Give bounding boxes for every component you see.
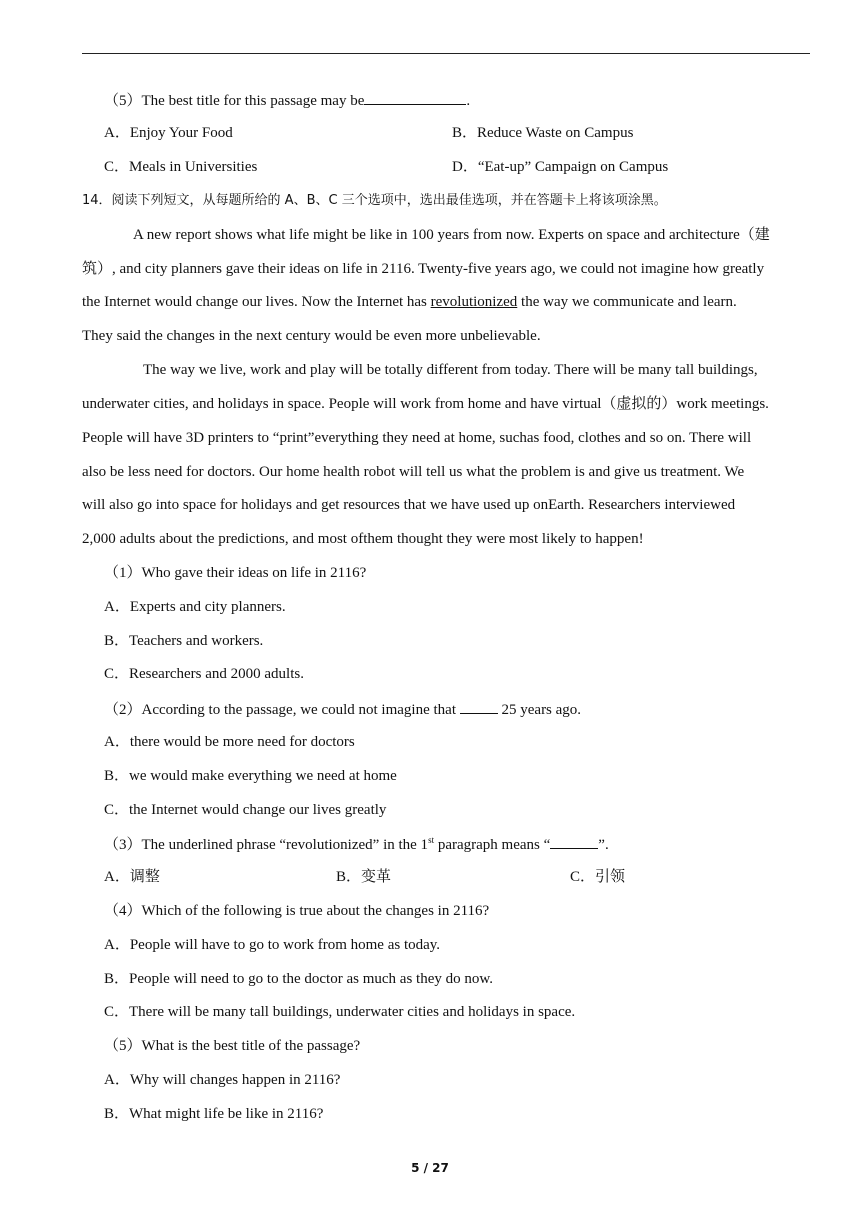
passage-p1-line2: 筑）, and city planners gave their ideas on life in 2116. Twenty-five years ago, we could not imagine how greatly [82, 261, 765, 277]
page-number: 5 / 27 [411, 1161, 449, 1175]
q4-stem: （4）Which of the following is true about the changes in 2116? [104, 903, 490, 919]
header-rule [82, 53, 810, 54]
passage-p1-line4: They said the changes in the next century would be even more unbelievable. [82, 328, 541, 344]
answer-blank [460, 698, 498, 714]
answer-blank [364, 89, 466, 105]
prev-q5-option-b: B．Reduce Waste on Campus [452, 125, 634, 141]
q4-option-b: B．People will need to go to the doctor as much as they do now. [104, 971, 493, 987]
q2-option-c: C．the Internet would change our lives greatly [104, 802, 387, 818]
q2-option-a: A．there would be more need for doctors [104, 734, 355, 750]
answer-blank [550, 833, 598, 849]
q3-option-c: C．引领 [570, 869, 626, 885]
q4-option-c: C．There will be many tall buildings, underwater cities and holidays in space. [104, 1004, 576, 1020]
passage-p1-line1: A new report shows what life might be like in 100 years from now. Experts on space and architecture（建 [133, 227, 770, 243]
q2-option-b: B．we would make everything we need at home [104, 768, 397, 784]
passage-p2-line6: 2,000 adults about the predictions, and most ofthem thought they were most likely to happen! [82, 531, 644, 547]
q4-option-a: A．People will have to go to work from home as today. [104, 937, 441, 953]
q1-option-a: A．Experts and city planners. [104, 599, 286, 615]
q3-option-b: B．变革 [336, 869, 392, 885]
q5-stem: （5）What is the best title of the passage? [104, 1038, 361, 1054]
passage-p2-line4: also be less need for doctors. Our home health robot will tell us what the problem is and give us treatment. We [82, 464, 745, 480]
prev-q5-option-c: C．Meals in Universities [104, 159, 258, 175]
q5-option-b: B．What might life be like in 2116? [104, 1106, 324, 1122]
prev-q5-option-d: D．“Eat-up” Campaign on Campus [452, 159, 669, 175]
q2-stem: （2）According to the passage, we could not imagine that 25 years ago. [104, 698, 581, 718]
question-14-instruction: 14．阅读下列短文，从每题所给的 A、B、C 三个选项中，选出最佳选项，并在答题卡上将该项涂黑。 [82, 193, 667, 208]
q3-option-a: A．调整 [104, 869, 160, 885]
passage-p2-line1: The way we live, work and play will be totally different from today. There will be many tall buildings, [143, 362, 758, 378]
passage-p2-line3: People will have 3D printers to “print”everything they need at home, suchas food, clothes and so on. There will [82, 430, 752, 446]
q3-stem: （3）The underlined phrase “revolutionized” in the 1st paragraph means “ ”. [104, 835, 609, 853]
passage-p1-line3: the Internet would change our lives. Now the Internet has revolutionized the way we communicate and learn. [82, 294, 737, 310]
passage-p2-line5: will also go into space for holidays and get resources that we have used up onEarth. Researchers interviewed [82, 497, 736, 513]
passage-p2-line2: underwater cities, and holidays in space. People will work from home and have virtual（虚拟的）work meetings. [82, 396, 769, 412]
underlined-word: revolutionized [430, 294, 518, 310]
prev-q5-stem: （5）The best title for this passage may be . [104, 89, 470, 109]
q5-option-a: A．Why will changes happen in 2116? [104, 1072, 341, 1088]
q1-option-b: B．Teachers and workers. [104, 633, 264, 649]
q1-option-c: C．Researchers and 2000 adults. [104, 666, 304, 682]
q1-stem: （1）Who gave their ideas on life in 2116? [104, 565, 367, 581]
prev-q5-option-a: A．Enjoy Your Food [104, 125, 233, 141]
